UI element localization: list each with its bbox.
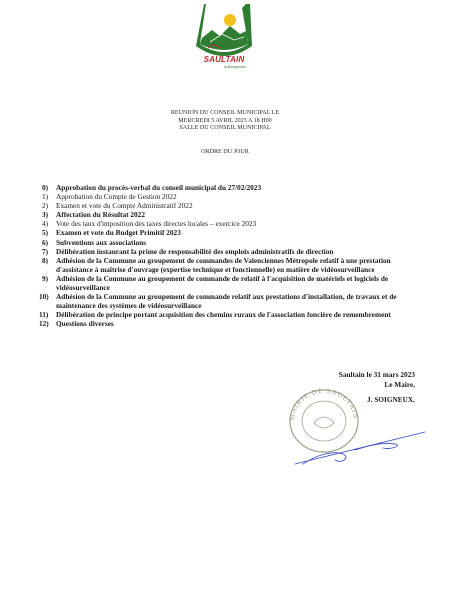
item-number: 6) — [42, 237, 49, 247]
item-number: 12) — [39, 319, 49, 329]
item-text: Questions diverses — [56, 319, 114, 329]
commune-logo — [196, 4, 252, 84]
signatory-title: Le Maire, — [384, 379, 415, 389]
signatory-name: J. SOIGNEUX. — [366, 395, 415, 405]
agenda-list — [39, 183, 414, 329]
item-text: Subventions aux associations — [56, 237, 147, 247]
meeting-header — [150, 110, 300, 133]
logo-name: SAULTAIN — [203, 55, 245, 64]
item-number: 2) — [42, 201, 49, 211]
agenda-item — [42, 183, 414, 192]
item-text: Délibération instaurant la prime de responsabilité des emplois administratifs de direction — [56, 246, 334, 256]
item-number: 10) — [39, 292, 49, 302]
item-text: Adhésion de la Commune au groupement de commande de relatif à l'acquisition de matériels et logiciels de vidéosurveillance — [56, 273, 389, 293]
header-line: MERCREDI 5 AVRIL 2023 A 18 H00 — [178, 117, 272, 124]
signature-block — [280, 370, 415, 405]
item-text: Approbation du Compte de Gestion 2022 — [56, 192, 177, 202]
item-text: Adhésion de la Commune au groupement de commandes de Valenciennes Métropole relatif à une prestation d'assistance à maîtrise d'ouvrage (expertise technique et fonctionnelle) en matière de vidéosurveillance — [56, 255, 391, 274]
item-text: Délibération de principe portant acquisition des chemins ruraux de l'association foncière de remembrement — [56, 310, 391, 320]
agenda-item — [39, 292, 414, 311]
agenda-item — [42, 192, 414, 201]
item-number: 1) — [42, 192, 49, 202]
agenda-item — [42, 247, 414, 256]
item-number: 4) — [42, 219, 49, 229]
agenda-item — [42, 238, 414, 247]
item-number: 7) — [42, 246, 49, 256]
agenda-title: ORDRE DU JOUR — [201, 149, 249, 155]
header-line: REUNION DU CONSEIL MUNICIPAL LE — [170, 110, 280, 116]
item-text: Approbation du procès-verbal du conseil municipal du 27/02/2023 — [56, 183, 262, 192]
item-text: Affectation du Résultat 2022 — [56, 210, 145, 220]
agenda-item — [42, 228, 414, 237]
item-number: 9) — [42, 273, 49, 283]
logo-emblem — [196, 4, 252, 60]
item-number: 11) — [39, 310, 49, 320]
agenda-item — [42, 274, 414, 292]
header-line: SALLE DU CONSEIL MUNICIPAL — [179, 125, 271, 132]
item-number: 0) — [42, 183, 49, 192]
item-number: 5) — [42, 228, 49, 238]
item-text: Vote des taux d'imposition des taxes directes locales – exercice 2023 — [56, 219, 257, 229]
item-number: 3) — [42, 210, 49, 220]
agenda-item — [42, 219, 414, 228]
item-text: Adhésion de la Commune au groupement de commande relatif aux prestations d'installation, de travaux et de maintenance des systèmes de vidéosurveillance — [56, 292, 397, 311]
item-text: Examen et vote du Budget Primitif 2023 — [56, 228, 181, 238]
agenda-item — [42, 256, 414, 274]
agenda-item — [42, 201, 414, 210]
handwritten-signature — [285, 420, 435, 470]
item-number: 8) — [42, 255, 49, 265]
item-text: Examen et vote du Compte Administratif 2022 — [56, 201, 193, 211]
stamp-text: MAIRIE DE SAULTAIN — [287, 386, 361, 422]
place-date: Saultain le 31 mars 2023 — [338, 370, 415, 379]
agenda-item — [39, 319, 414, 329]
agenda-item — [39, 310, 414, 320]
logo-tagline: la Bourgeoise — [224, 65, 246, 69]
agenda-item — [42, 210, 414, 219]
